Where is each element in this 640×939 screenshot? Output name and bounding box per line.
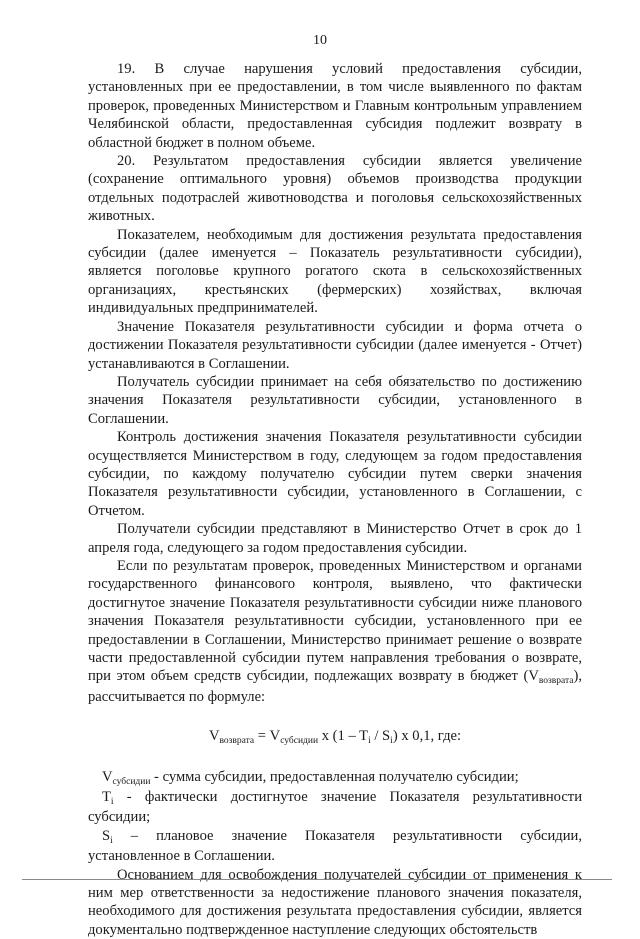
definition-v-subsidy <box>88 768 582 788</box>
formula-v: V <box>208 728 220 745</box>
definition-t-text: - фактически достигнутое значение Показателя результативности субсидии; <box>88 789 582 826</box>
paragraph-indicator: Показателем, необходимым для достижения результата предоставления субсидии (далее именуется – Показатель результативности субсидии), является поголовье крупного рогатого скота в сельскохозяйственных организациях, крестьянских (фермерских) хозяйствах, включая индивидуальных предпринимателей. <box>88 226 582 317</box>
formula-eq: = V <box>254 728 281 745</box>
formula-tail: ) x 0,1, где: <box>392 728 462 745</box>
definition-t-symbol: T <box>102 789 111 806</box>
formula-v2-subscript: субсидии <box>280 736 319 747</box>
return-formula <box>88 727 582 747</box>
formula-v-subscript: возврата <box>219 736 255 747</box>
paragraph-obligation: Получатель субсидии принимает на себя обязательство по достижению значения Показателя результативности субсидии, установленного в Соглашении. <box>88 373 582 427</box>
definition-s <box>88 827 582 866</box>
definition-v-subscript: субсидии <box>112 776 151 787</box>
definition-s-subscript: i <box>110 835 113 846</box>
page-number: 10 <box>313 33 327 48</box>
scan-edge-line <box>22 879 612 880</box>
document-body <box>88 60 582 939</box>
return-text: Если по результатам проверок, проведенных Министерством и органами государственного финансового контроля, выявлено, что фактически достигнутое значение Показателя результативности субсидии ниже планового значения Показателя результативности субсидии, установленного при ее предоставлении в Соглашении, Министерство принимает решение о возврате части предоставленной субсидии путем направления требования о возврате, при этом объем средств субсидии, подлежащих возврату в бюджет (V <box>88 557 582 685</box>
formula-middle: x (1 – T <box>318 728 369 745</box>
paragraph-control: Контроль достижения значения Показателя результативности субсидии осуществляется Министерством в году, следующем за годом предоставления субсидии, по каждому получателю субсидии путем сверки значения Показателя результативности субсидии, установленного в Соглашении, с Отчетом. <box>88 429 582 519</box>
paragraph-exemption-basis: Основанием для освобождения получателей субсидии от применения к ним мер ответственности за недостижение планового значения показателя, необходимого для достижения результата предоставления субсидии, является документально подтвержденное наступление следующих обстоятельств <box>88 866 582 938</box>
formula-t-subscript: i <box>368 736 371 747</box>
paragraph-indicator-value: Значение Показателя результативности субсидии и форма отчета о достижении Показателя результативности субсидии (далее именуется - Отчет) устанавливаются в Соглашении. <box>88 318 582 372</box>
definition-t-subscript: i <box>110 797 114 808</box>
definition-t <box>88 788 582 827</box>
paragraph-return-decision <box>88 557 582 706</box>
paragraph-20: 20. Результатом предоставления субсидии является увеличение (сохранение оптимального уровня) объемов производства продукции отдельных подотраслей животноводства и поголовья сельскохозяйственных животных. <box>88 153 582 225</box>
paragraph-19: 19. В случае нарушения условий предоставления субсидии, установленных при ее предоставлении, в том числе выявленного по фактам проверок, проведенных Министерством и Главным контрольным управлением Челябинской области, предоставленная субсидия подлежит возврату в областной бюджет в полном объеме. <box>88 61 582 151</box>
definition-s-symbol: S <box>102 827 111 844</box>
return-tail: ), рассчитывается по формуле: <box>88 668 582 705</box>
formula-s-subscript: i <box>390 736 393 747</box>
formula-slash: / S <box>370 728 391 745</box>
definition-v-text: - сумма субсидии, предоставленная получателю субсидии; <box>150 768 519 785</box>
paragraph-report-deadline: Получатели субсидии представляют в Министерство Отчет в срок до 1 апреля года, следующего за годом предоставления субсидии. <box>88 521 582 556</box>
definition-s-text: – плановое значение Показателя результативности субсидии, установленное в Соглашении. <box>88 827 582 865</box>
definition-v-symbol: V <box>102 768 113 785</box>
return-subscript: возврата <box>538 676 574 687</box>
